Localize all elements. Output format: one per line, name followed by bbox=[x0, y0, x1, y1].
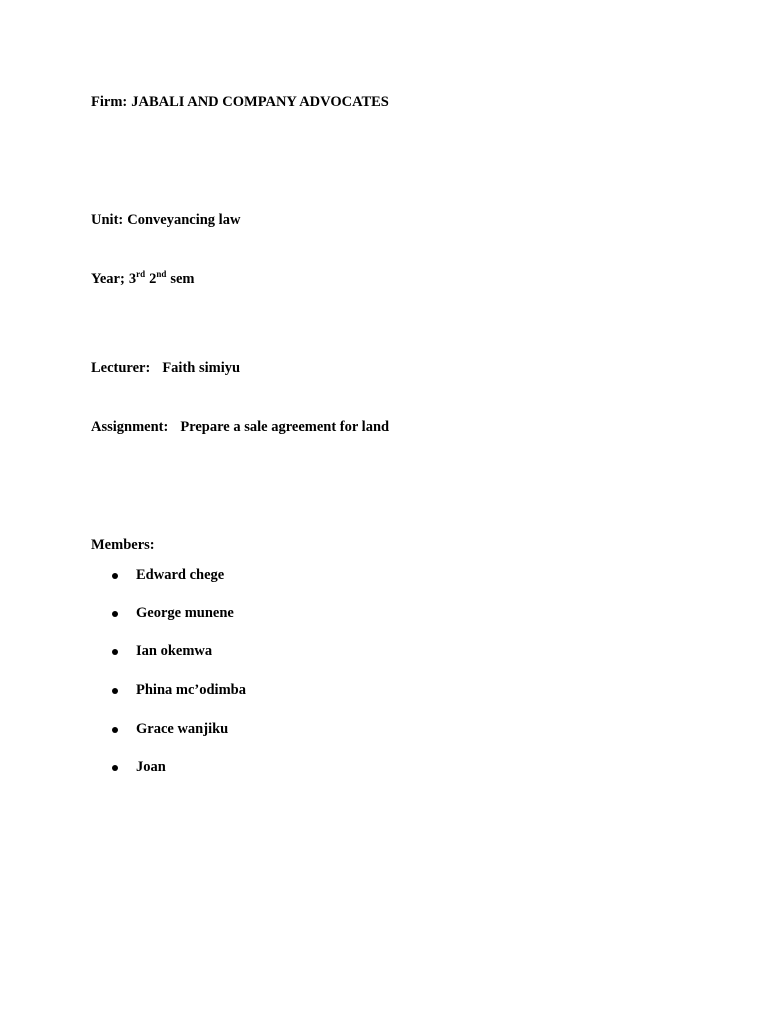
bullet-icon bbox=[112, 688, 118, 694]
firm-name: JABALI AND COMPANY ADVOCATES bbox=[131, 94, 389, 110]
lecturer-line bbox=[91, 359, 240, 377]
semester-word: sem bbox=[170, 271, 195, 287]
year-number: 3 bbox=[128, 271, 137, 287]
members-heading bbox=[91, 536, 155, 554]
bullet-icon bbox=[112, 611, 118, 617]
bullet-icon bbox=[112, 765, 118, 771]
members-label: Members: bbox=[91, 537, 155, 553]
year-label: Year; bbox=[91, 271, 125, 287]
lecturer-label: Lecturer: bbox=[91, 360, 151, 376]
member-name: Edward chege bbox=[136, 567, 225, 583]
semester-number: 2 bbox=[149, 271, 157, 287]
assignment-text: Prepare a sale agreement for land bbox=[180, 419, 390, 435]
assignment-line bbox=[91, 418, 389, 436]
bullet-icon bbox=[112, 727, 118, 733]
unit-name: Conveyancing law bbox=[127, 212, 241, 228]
assignment-label: Assignment: bbox=[91, 419, 169, 435]
semester-suffix: nd bbox=[156, 269, 167, 279]
unit-label: Unit: bbox=[91, 212, 124, 228]
year-line bbox=[91, 270, 195, 288]
unit-line bbox=[91, 211, 240, 229]
bullet-icon bbox=[112, 573, 118, 579]
firm-label: Firm: bbox=[91, 94, 128, 110]
member-name: Phina mc’odimba bbox=[136, 682, 246, 698]
firm-line bbox=[91, 93, 389, 111]
member-name: Joan bbox=[136, 759, 166, 775]
bullet-icon bbox=[112, 649, 118, 655]
year-suffix: rd bbox=[136, 269, 146, 279]
member-name: George munene bbox=[136, 605, 234, 621]
member-name: Ian okemwa bbox=[136, 643, 213, 659]
member-name: Grace wanjiku bbox=[136, 721, 229, 737]
lecturer-name: Faith simiyu bbox=[162, 360, 241, 376]
